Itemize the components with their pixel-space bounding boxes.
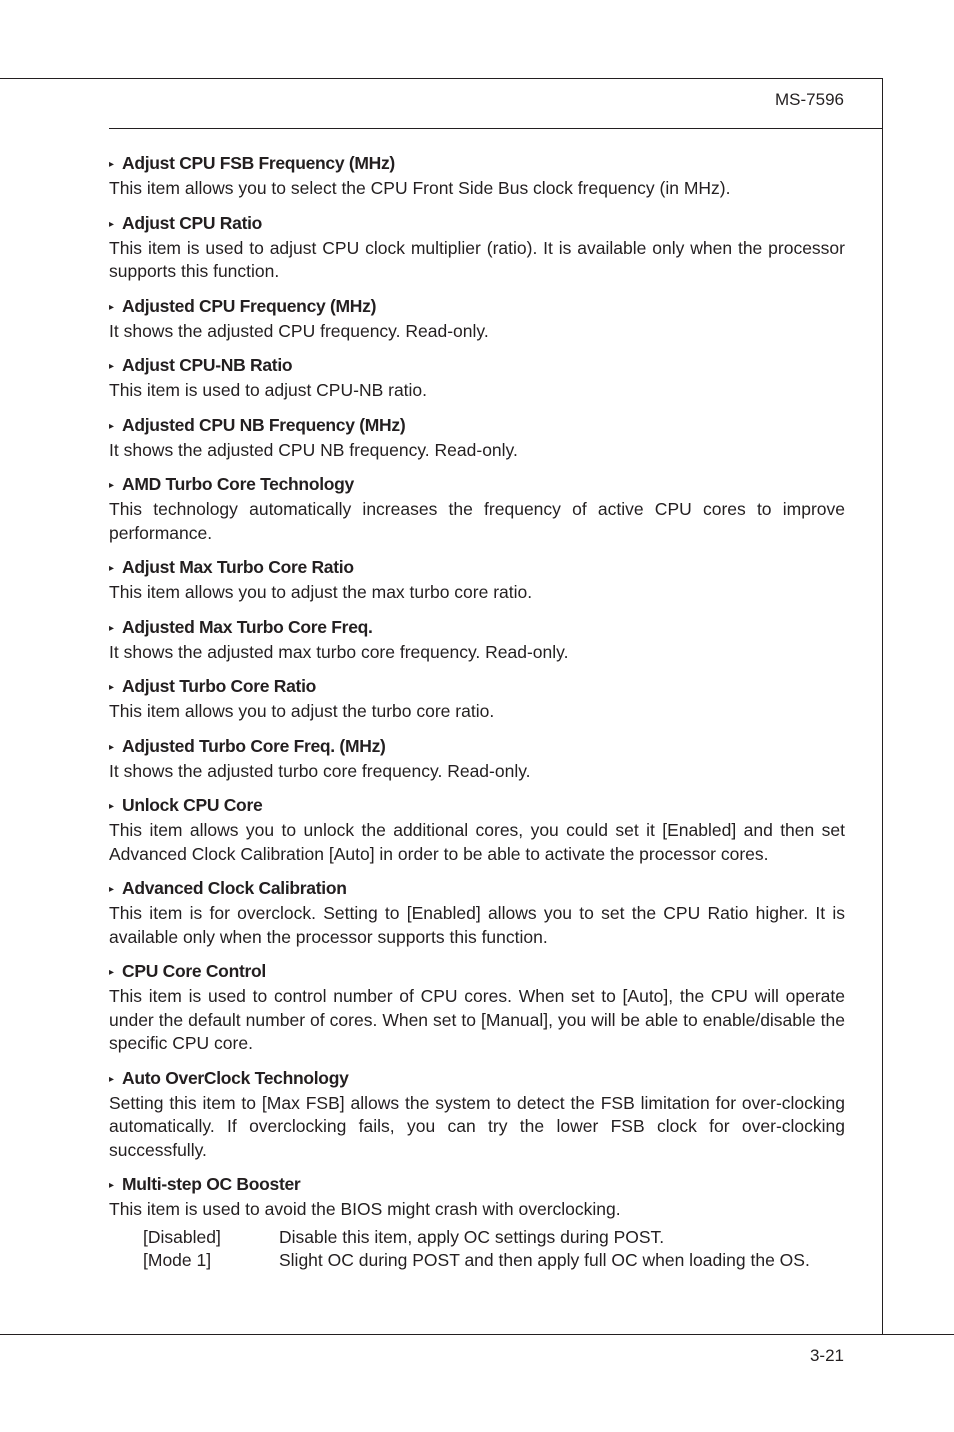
item-multi-step-oc-booster xyxy=(109,1172,845,1273)
item-adjusted-cpu-frequency xyxy=(109,294,845,344)
option-row-mode-1 xyxy=(109,1249,845,1273)
item-heading xyxy=(109,1172,845,1198)
item-description: This item is used to control number of CPU cores. When set to [Auto], the CPU will operate under the default number of cores. When set to [Manual], you will be able to enable/disable the specific CPU core. xyxy=(109,986,845,1053)
item-description: Setting this item to [Max FSB] allows the system to detect the FSB limitation for over-clocking automatically. If overclocking fails, you can try the lower FSB clock for over-clocking successfully. xyxy=(109,1092,845,1160)
triangle-bullet-icon: ▸ xyxy=(109,967,114,978)
item-description: It shows the adjusted turbo core frequency. Read-only. xyxy=(109,760,531,781)
item-description: This item is used to adjust CPU clock multiplier (ratio). It is available only when the processor supports this function. xyxy=(109,237,845,281)
item-description: This item allows you to unlock the additional cores, you could set it [Enabled] and then set Advanced Clock Calibration [Auto] in order to be able to activate the processor cores. xyxy=(109,820,845,864)
right-rule xyxy=(882,78,883,1335)
manual-content xyxy=(109,151,845,1283)
triangle-bullet-icon: ▸ xyxy=(109,1180,114,1191)
option-value: Disable this item, apply OC settings during POST. xyxy=(279,1226,665,1247)
item-description: This technology automatically increases the frequency of active CPU cores to improve performance. xyxy=(109,499,845,543)
bottom-rule xyxy=(0,1334,954,1335)
item-title: AMD Turbo Core Technology xyxy=(122,474,354,494)
item-heading xyxy=(109,674,845,700)
item-adjust-turbo-core-ratio xyxy=(109,674,845,724)
item-heading xyxy=(109,472,845,498)
item-title: Adjust CPU-NB Ratio xyxy=(122,355,293,375)
item-heading xyxy=(109,734,845,760)
item-unlock-cpu-core xyxy=(109,793,845,866)
item-description: This item is for overclock. Setting to [Enabled] allows you to set the CPU Ratio higher. It is available only when the processor supports this function. xyxy=(109,903,845,947)
triangle-bullet-icon: ▸ xyxy=(109,682,114,693)
triangle-bullet-icon: ▸ xyxy=(109,361,114,372)
item-description: This item allows you to adjust the turbo core ratio. xyxy=(109,701,495,721)
item-description: It shows the adjusted CPU frequency. Read-only. xyxy=(109,320,489,341)
item-title: CPU Core Control xyxy=(122,961,266,981)
item-heading xyxy=(109,959,845,985)
item-title: Adjusted Turbo Core Freq. (MHz) xyxy=(122,735,386,756)
option-key: [Mode 1] xyxy=(143,1250,212,1270)
triangle-bullet-icon: ▸ xyxy=(109,159,114,170)
item-title: Adjusted CPU NB Frequency (MHz) xyxy=(122,414,406,435)
triangle-bullet-icon: ▸ xyxy=(109,1073,114,1085)
triangle-bullet-icon: ▸ xyxy=(109,741,114,753)
item-heading xyxy=(109,294,845,320)
page-number: 3-21 xyxy=(809,1346,844,1365)
item-adjust-cpu-ratio xyxy=(109,211,845,284)
item-title: Advanced Clock Calibration xyxy=(122,878,347,898)
model-number: MS-7596 xyxy=(775,90,844,109)
item-heading xyxy=(109,413,845,439)
triangle-bullet-icon: ▸ xyxy=(109,801,114,812)
triangle-bullet-icon: ▸ xyxy=(109,622,114,634)
item-heading xyxy=(109,555,845,581)
item-description: It shows the adjusted CPU NB frequency. Read-only. xyxy=(109,439,518,460)
triangle-bullet-icon: ▸ xyxy=(109,218,114,230)
item-adjusted-turbo-core-freq xyxy=(109,734,845,784)
item-heading xyxy=(109,793,845,819)
item-amd-turbo-core-technology xyxy=(109,472,845,545)
item-title: Unlock CPU Core xyxy=(122,795,263,815)
item-title: Adjust Max Turbo Core Ratio xyxy=(122,557,354,577)
option-key: [Disabled] xyxy=(143,1226,221,1247)
triangle-bullet-icon: ▸ xyxy=(109,420,114,432)
item-cpu-core-control xyxy=(109,959,845,1056)
triangle-bullet-icon: ▸ xyxy=(109,480,114,491)
item-title: Adjust CPU Ratio xyxy=(122,212,263,233)
item-adjust-cpu-nb-ratio xyxy=(109,353,845,403)
item-description: This item allows you to adjust the max turbo core ratio. xyxy=(109,582,533,602)
option-value: Slight OC during POST and then apply full OC when loading the OS. xyxy=(279,1250,810,1270)
top-rule xyxy=(0,78,883,79)
item-heading xyxy=(109,615,845,641)
item-adjusted-max-turbo-core-freq xyxy=(109,615,845,665)
triangle-bullet-icon: ▸ xyxy=(109,301,114,313)
item-description: This item allows you to select the CPU Front Side Bus clock frequency (in MHz). xyxy=(109,178,731,198)
item-adjust-max-turbo-core-ratio xyxy=(109,555,845,605)
item-adjusted-cpu-nb-frequency xyxy=(109,413,845,463)
item-title: Adjust CPU FSB Frequency (MHz) xyxy=(122,153,395,173)
item-heading xyxy=(109,151,845,177)
item-adjust-cpu-fsb-frequency xyxy=(109,151,845,201)
item-title: Multi-step OC Booster xyxy=(122,1174,301,1194)
item-heading xyxy=(109,211,845,237)
option-list xyxy=(109,1226,845,1273)
item-heading xyxy=(109,876,845,902)
triangle-bullet-icon: ▸ xyxy=(109,563,114,574)
item-title: Auto OverClock Technology xyxy=(122,1067,349,1088)
item-heading xyxy=(109,353,845,379)
item-title: Adjust Turbo Core Ratio xyxy=(122,676,317,696)
item-auto-overclock-technology xyxy=(109,1066,845,1163)
item-heading xyxy=(109,1066,845,1092)
item-description: This item is used to adjust CPU-NB ratio. xyxy=(109,380,428,400)
item-description: This item is used to avoid the BIOS might crash with overclocking. xyxy=(109,1199,621,1219)
item-advanced-clock-calibration xyxy=(109,876,845,949)
triangle-bullet-icon: ▸ xyxy=(109,884,114,895)
item-description: It shows the adjusted max turbo core frequency. Read-only. xyxy=(109,641,569,662)
item-title: Adjusted Max Turbo Core Freq. xyxy=(122,616,373,637)
option-row-disabled xyxy=(109,1226,845,1250)
item-title: Adjusted CPU Frequency (MHz) xyxy=(122,295,377,316)
header-rule xyxy=(109,128,883,129)
